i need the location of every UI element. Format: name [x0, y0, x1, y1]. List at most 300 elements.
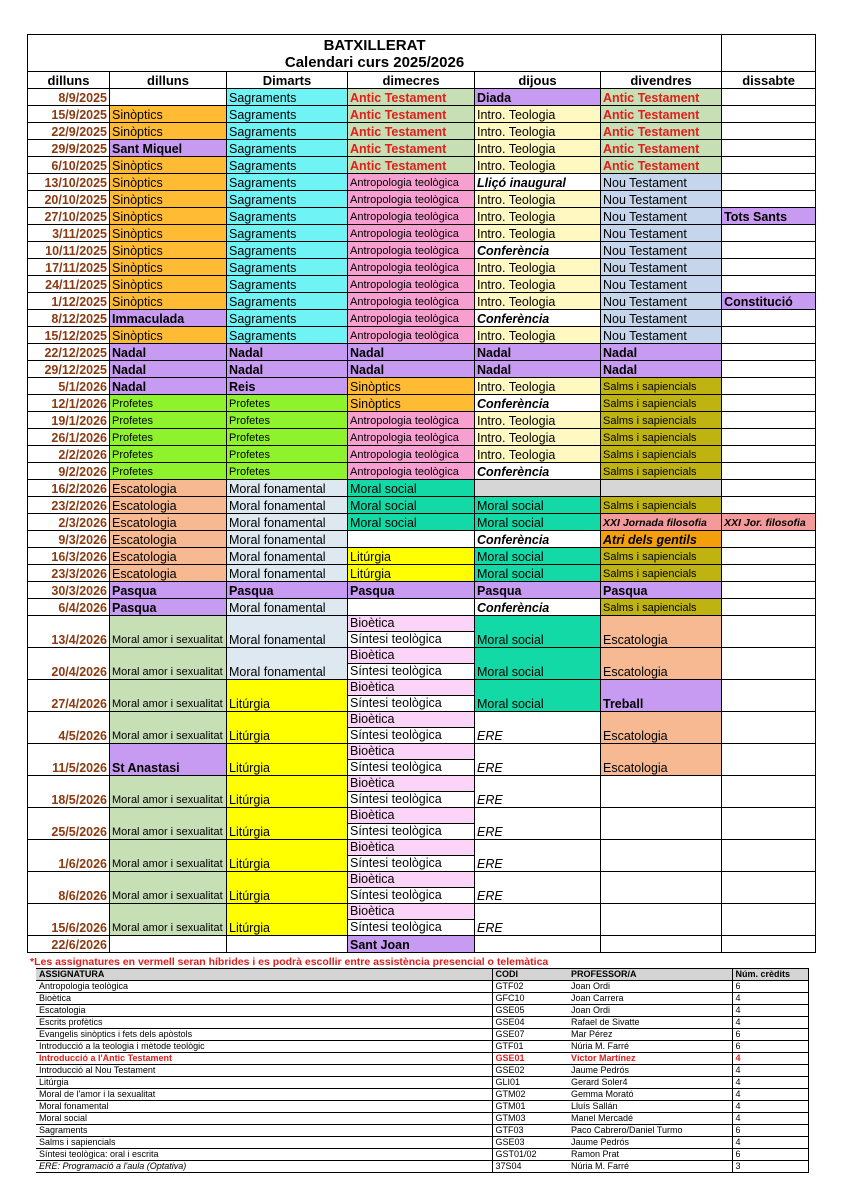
subject-name: Moral de l'amor i la sexualitat — [36, 1089, 492, 1101]
class-cell: Sagraments — [227, 191, 348, 208]
date-cell: 3/11/2025 — [28, 225, 110, 242]
empty-cell — [722, 429, 816, 446]
split-class-cell — [348, 648, 475, 680]
class-label: Bioètica — [348, 648, 474, 664]
empty-cell — [722, 744, 816, 776]
date-cell: 27/4/2026 — [28, 680, 110, 712]
subject-credits: 6 — [732, 981, 808, 993]
class-cell: Sagraments — [227, 327, 348, 344]
schedule-row — [28, 565, 816, 582]
class-cell: Nadal — [110, 344, 227, 361]
class-cell: Litúrgia — [227, 744, 348, 776]
class-cell: Moral social — [475, 616, 601, 648]
class-cell: Profetes — [227, 446, 348, 463]
schedule-row — [28, 89, 816, 106]
empty-cell — [601, 840, 722, 872]
class-label: Bioètica — [348, 840, 474, 856]
split-class-cell — [348, 712, 475, 744]
split-class-cell — [348, 616, 475, 648]
schedule-row — [28, 463, 816, 480]
class-cell: Intro. Teologia — [475, 106, 601, 123]
class-cell: Nou Testament — [601, 174, 722, 191]
class-cell: Nadal — [348, 361, 475, 378]
class-cell: Salms i sapiencials — [601, 463, 722, 480]
class-cell: Constitució — [722, 293, 816, 310]
empty-cell — [722, 648, 816, 680]
date-cell: 23/2/2026 — [28, 497, 110, 514]
class-cell: Antic Testament — [601, 89, 722, 106]
class-label: Bioètica — [348, 712, 474, 728]
class-cell: Antropologia teològica — [348, 327, 475, 344]
class-cell: Sagraments — [227, 276, 348, 293]
split-class-cell — [348, 680, 475, 712]
subject-code: GTF02 — [492, 981, 568, 993]
class-cell: Nou Testament — [601, 293, 722, 310]
subject-name: ERE: Programació a l'aula (Optativa) — [36, 1161, 492, 1173]
class-cell: Nadal — [110, 378, 227, 395]
class-cell: Escatologia — [110, 565, 227, 582]
subject-code: GTF03 — [492, 1125, 568, 1137]
class-cell: Pasqua — [475, 582, 601, 599]
class-cell: Pasqua — [110, 582, 227, 599]
class-cell: Sagraments — [227, 140, 348, 157]
class-cell: Sagraments — [227, 293, 348, 310]
class-cell: Sant Joan — [348, 936, 475, 953]
class-cell: Sinòptics — [110, 106, 227, 123]
class-label: Bioètica — [348, 776, 474, 792]
class-cell: Salms i sapiencials — [601, 412, 722, 429]
date-cell: 13/4/2026 — [28, 616, 110, 648]
class-cell: Moral social — [475, 565, 601, 582]
schedule-table — [27, 34, 816, 953]
class-cell: Lliçó inaugural — [475, 174, 601, 191]
schedule-row — [28, 208, 816, 225]
class-cell: Conferència — [475, 242, 601, 259]
class-cell: Salms i sapiencials — [601, 446, 722, 463]
class-cell: Antropologia teològica — [348, 174, 475, 191]
subject-row — [36, 1137, 808, 1149]
class-cell: Nadal — [348, 344, 475, 361]
empty-cell — [722, 395, 816, 412]
empty-cell — [722, 378, 816, 395]
class-cell: ERE — [475, 712, 601, 744]
date-cell: 1/12/2025 — [28, 293, 110, 310]
class-cell: Conferència — [475, 531, 601, 548]
schedule-row — [28, 548, 816, 565]
empty-cell — [722, 259, 816, 276]
empty-cell — [722, 327, 816, 344]
class-cell: Sant Miquel — [110, 140, 227, 157]
date-cell: 6/10/2025 — [28, 157, 110, 174]
class-cell: Litúrgia — [227, 712, 348, 744]
empty-cell — [722, 123, 816, 140]
date-cell: 19/1/2026 — [28, 412, 110, 429]
subject-row — [36, 1089, 808, 1101]
subject-code: GSE04 — [492, 1017, 568, 1029]
class-cell: Sagraments — [227, 123, 348, 140]
class-cell: Moral amor i sexualitat — [110, 872, 227, 904]
class-cell: Litúrgia — [227, 904, 348, 936]
class-cell: Nadal — [227, 361, 348, 378]
empty-cell — [722, 106, 816, 123]
class-cell: Moral fonamental — [227, 616, 348, 648]
empty-cell — [601, 776, 722, 808]
class-cell: Nadal — [601, 344, 722, 361]
class-cell: Profetes — [110, 463, 227, 480]
class-cell: Litúrgia — [348, 565, 475, 582]
empty-cell — [601, 808, 722, 840]
subject-professor: Joan Ordi — [568, 1005, 732, 1017]
class-cell: Intro. Teologia — [475, 276, 601, 293]
schedule-row — [28, 259, 816, 276]
class-cell: Sinòptics — [110, 327, 227, 344]
class-cell: Antic Testament — [348, 106, 475, 123]
empty-cell — [722, 191, 816, 208]
empty-cell — [475, 936, 601, 953]
empty-cell — [110, 89, 227, 106]
page-title: BATXILLERAT — [28, 35, 722, 55]
subject-credits: 4 — [732, 1113, 808, 1125]
class-cell: Escatologia — [601, 744, 722, 776]
empty-cell — [722, 712, 816, 744]
schedule-row — [28, 712, 816, 744]
class-cell: Sinòptics — [348, 395, 475, 412]
class-cell: Moral social — [475, 680, 601, 712]
date-cell: 27/10/2025 — [28, 208, 110, 225]
class-cell: Intro. Teologia — [475, 378, 601, 395]
class-label: Síntesi teològica — [348, 696, 474, 711]
class-cell: Antic Testament — [601, 157, 722, 174]
subject-code: GSE07 — [492, 1029, 568, 1041]
class-cell: Pasqua — [227, 582, 348, 599]
subject-credits: 3 — [732, 1161, 808, 1173]
class-label: Síntesi teològica — [348, 856, 474, 871]
class-cell: Moral amor i sexualitat — [110, 648, 227, 680]
schedule-row — [28, 808, 816, 840]
class-cell: Sinòptics — [110, 225, 227, 242]
class-cell: Sinòptics — [110, 293, 227, 310]
empty-cell — [722, 680, 816, 712]
subject-code: GTM01 — [492, 1101, 568, 1113]
schedule-row — [28, 157, 816, 174]
subject-row — [36, 1029, 808, 1041]
class-cell: Escatologia — [110, 480, 227, 497]
schedule-row — [28, 776, 816, 808]
subject-name: Escrits profètics — [36, 1017, 492, 1029]
class-cell: Moral fonamental — [227, 599, 348, 616]
subject-professor: Joan Ordi — [568, 981, 732, 993]
class-label: Bioètica — [348, 744, 474, 760]
class-cell: Sagraments — [227, 174, 348, 191]
subject-code: GSE01 — [492, 1053, 568, 1065]
schedule-row — [28, 840, 816, 872]
class-cell: Sinòptics — [110, 242, 227, 259]
class-cell: Immaculada — [110, 310, 227, 327]
empty-cell — [722, 872, 816, 904]
date-cell: 9/3/2026 — [28, 531, 110, 548]
date-cell: 15/6/2026 — [28, 904, 110, 936]
class-cell: Antropologia teològica — [348, 446, 475, 463]
class-cell: Nadal — [475, 344, 601, 361]
subject-credits: 6 — [732, 1125, 808, 1137]
subject-professor: Mar Pérez — [568, 1029, 732, 1041]
empty-cell — [722, 310, 816, 327]
class-cell: Sagraments — [227, 208, 348, 225]
subject-credits: 6 — [732, 1029, 808, 1041]
subject-row — [36, 1125, 808, 1137]
subject-name: Sagraments — [36, 1125, 492, 1137]
date-cell: 11/5/2026 — [28, 744, 110, 776]
class-label: Síntesi teològica — [348, 888, 474, 903]
empty-cell — [722, 361, 816, 378]
class-cell: St Anastasi — [110, 744, 227, 776]
subject-credits: 4 — [732, 1089, 808, 1101]
subject-professor: Núria M. Farré — [568, 1161, 732, 1173]
class-cell: Conferència — [475, 463, 601, 480]
schedule-row — [28, 191, 816, 208]
split-class-cell — [348, 808, 475, 840]
date-cell: 4/5/2026 — [28, 712, 110, 744]
day-header: dilluns — [28, 72, 110, 89]
class-cell: Antropologia teològica — [348, 429, 475, 446]
class-cell: Atri dels gentils — [601, 531, 722, 548]
class-cell: Salms i sapiencials — [601, 565, 722, 582]
subject-credits: 4 — [732, 1017, 808, 1029]
class-cell: Moral fonamental — [227, 497, 348, 514]
subject-row — [36, 1065, 808, 1077]
class-cell: Antropologia teològica — [348, 191, 475, 208]
class-cell: Salms i sapiencials — [601, 497, 722, 514]
subject-code: GSE02 — [492, 1065, 568, 1077]
class-cell: Antropologia teològica — [348, 293, 475, 310]
class-cell: Moral amor i sexualitat — [110, 904, 227, 936]
date-cell: 16/2/2026 — [28, 480, 110, 497]
schedule-row — [28, 361, 816, 378]
subject-professor: Rafael de Sivatte — [568, 1017, 732, 1029]
empty-cell — [601, 904, 722, 936]
subject-row — [36, 1113, 808, 1125]
class-cell: Escatologia — [601, 616, 722, 648]
subject-professor: Ramon Prat — [568, 1149, 732, 1161]
class-cell: Litúrgia — [227, 776, 348, 808]
class-cell: Profetes — [227, 412, 348, 429]
empty-cell — [722, 225, 816, 242]
class-cell: Antropologia teològica — [348, 208, 475, 225]
date-cell: 17/11/2025 — [28, 259, 110, 276]
class-cell: Pasqua — [110, 599, 227, 616]
subject-credits: 4 — [732, 1101, 808, 1113]
class-cell: Treball — [601, 680, 722, 712]
empty-cell — [601, 872, 722, 904]
class-cell: Moral social — [475, 548, 601, 565]
class-cell: Sinòptics — [110, 174, 227, 191]
date-cell: 2/3/2026 — [28, 514, 110, 531]
class-cell: Litúrgia — [227, 808, 348, 840]
schedule-row — [28, 616, 816, 648]
subject-credits: 6 — [732, 1149, 808, 1161]
class-label: Bioètica — [348, 808, 474, 824]
subject-code: GSE03 — [492, 1137, 568, 1149]
class-cell: Nou Testament — [601, 208, 722, 225]
subject-name: Moral social — [36, 1113, 492, 1125]
empty-cell — [722, 344, 816, 361]
class-cell: Profetes — [227, 429, 348, 446]
subject-row — [36, 1077, 808, 1089]
class-cell: Antropologia teològica — [348, 225, 475, 242]
subject-credits: 4 — [732, 1005, 808, 1017]
empty-cell — [722, 840, 816, 872]
empty-cell — [348, 599, 475, 616]
class-cell: Profetes — [110, 429, 227, 446]
class-cell: Conferència — [475, 395, 601, 412]
class-cell: Nou Testament — [601, 276, 722, 293]
class-cell: ERE — [475, 776, 601, 808]
class-cell: Nadal — [110, 361, 227, 378]
subject-professor: Manel Mercadé — [568, 1113, 732, 1125]
class-cell: Pasqua — [601, 582, 722, 599]
class-cell: Sinòptics — [110, 276, 227, 293]
subject-code: GST01/02 — [492, 1149, 568, 1161]
class-cell: Tots Sants — [722, 208, 816, 225]
class-cell: Sagraments — [227, 106, 348, 123]
date-cell: 8/9/2025 — [28, 89, 110, 106]
class-cell: Conferència — [475, 310, 601, 327]
empty-cell — [348, 531, 475, 548]
subject-name: Síntesi teològica: oral i escrita — [36, 1149, 492, 1161]
class-cell: Nou Testament — [601, 327, 722, 344]
subject-code: GTF01 — [492, 1041, 568, 1053]
class-cell: Sagraments — [227, 310, 348, 327]
schedule-row — [28, 412, 816, 429]
class-cell: Salms i sapiencials — [601, 429, 722, 446]
class-cell: Moral amor i sexualitat — [110, 680, 227, 712]
schedule-row — [28, 174, 816, 191]
class-cell: ERE — [475, 904, 601, 936]
empty-cell — [722, 174, 816, 191]
schedule-row — [28, 599, 816, 616]
empty-cell — [722, 276, 816, 293]
subject-row — [36, 981, 808, 993]
class-cell: Intro. Teologia — [475, 225, 601, 242]
schedule-row — [28, 446, 816, 463]
schedule-row — [28, 327, 816, 344]
class-cell: Moral fonamental — [227, 565, 348, 582]
class-cell: Sinòptics — [110, 123, 227, 140]
class-cell: Nou Testament — [601, 310, 722, 327]
class-cell: ERE — [475, 808, 601, 840]
date-cell: 24/11/2025 — [28, 276, 110, 293]
empty-cell — [227, 936, 348, 953]
schedule-row — [28, 531, 816, 548]
subject-row — [36, 1161, 808, 1173]
day-header: dimecres — [348, 72, 475, 89]
subject-code: GFC10 — [492, 993, 568, 1005]
empty-cell — [722, 157, 816, 174]
class-cell: Moral fonamental — [227, 531, 348, 548]
subject-professor: Jaume Pedrós — [568, 1137, 732, 1149]
class-cell: Moral amor i sexualitat — [110, 776, 227, 808]
subjects-header-name: ASSIGNATURA — [36, 969, 492, 981]
class-cell: Antic Testament — [348, 89, 475, 106]
schedule-row — [28, 140, 816, 157]
schedule-row — [28, 648, 816, 680]
date-cell: 12/1/2026 — [28, 395, 110, 412]
empty-cell — [722, 808, 816, 840]
subjects-header-prof: PROFESSOR/A — [568, 969, 732, 981]
empty-cell — [722, 412, 816, 429]
class-cell: Sagraments — [227, 225, 348, 242]
class-label: Bioètica — [348, 904, 474, 920]
date-cell: 8/6/2026 — [28, 872, 110, 904]
date-cell: 15/12/2025 — [28, 327, 110, 344]
class-cell: Antic Testament — [601, 123, 722, 140]
class-cell: ERE — [475, 744, 601, 776]
schedule-row — [28, 123, 816, 140]
class-cell: Sinòptics — [110, 191, 227, 208]
subject-name: Evangelis sinòptics i fets dels apòstols — [36, 1029, 492, 1041]
schedule-row — [28, 872, 816, 904]
class-cell: Nou Testament — [601, 259, 722, 276]
split-class-cell — [348, 744, 475, 776]
subject-row — [36, 1041, 808, 1053]
class-cell: Escatologia — [110, 531, 227, 548]
empty-cell — [601, 480, 722, 497]
class-cell: Moral social — [348, 514, 475, 531]
class-cell: Escatologia — [601, 648, 722, 680]
subject-credits: 6 — [732, 1041, 808, 1053]
date-cell: 20/10/2025 — [28, 191, 110, 208]
schedule-row — [28, 680, 816, 712]
schedule-row — [28, 904, 816, 936]
class-cell: Antropologia teològica — [348, 259, 475, 276]
subject-code: GTM03 — [492, 1113, 568, 1125]
class-cell: XXI Jor. filosofia — [722, 514, 816, 531]
subject-row — [36, 1101, 808, 1113]
empty-cell — [722, 616, 816, 648]
class-cell: Reis — [227, 378, 348, 395]
hybrid-note: *Les assignatures en vermell seran híbrides i es podrà escollir entre assistència presencial o telemàtica — [30, 956, 549, 968]
subject-professor: Núria M. Farré — [568, 1041, 732, 1053]
class-cell: Conferència — [475, 599, 601, 616]
schedule-row — [28, 744, 816, 776]
subject-credits: 4 — [732, 993, 808, 1005]
class-cell: Moral social — [475, 497, 601, 514]
class-cell: Salms i sapiencials — [601, 548, 722, 565]
class-cell: Moral social — [348, 480, 475, 497]
page-subtitle: Calendari curs 2025/2026 — [28, 54, 722, 72]
date-cell: 25/5/2026 — [28, 808, 110, 840]
class-label: Síntesi teològica — [348, 664, 474, 679]
subject-name: Introducció a la teologia i mètode teològic — [36, 1041, 492, 1053]
schedule-row — [28, 276, 816, 293]
subject-credits: 4 — [732, 1077, 808, 1089]
subject-professor: Gemma Morató — [568, 1089, 732, 1101]
subject-professor: Paco Cabrero/Daniel Turmo — [568, 1125, 732, 1137]
subject-name: Bioètica — [36, 993, 492, 1005]
class-cell: Antropologia teològica — [348, 242, 475, 259]
schedule-row — [28, 378, 816, 395]
empty-cell — [722, 140, 816, 157]
subject-name: Introducció a l'Antic Testament — [36, 1053, 492, 1065]
class-cell: Profetes — [110, 395, 227, 412]
subject-professor: Joan Carrera — [568, 993, 732, 1005]
class-cell: Intro. Teologia — [475, 140, 601, 157]
empty-cell — [722, 599, 816, 616]
class-cell: Litúrgia — [348, 548, 475, 565]
empty-cell — [110, 936, 227, 953]
class-cell: Intro. Teologia — [475, 191, 601, 208]
class-label: Síntesi teològica — [348, 632, 474, 647]
